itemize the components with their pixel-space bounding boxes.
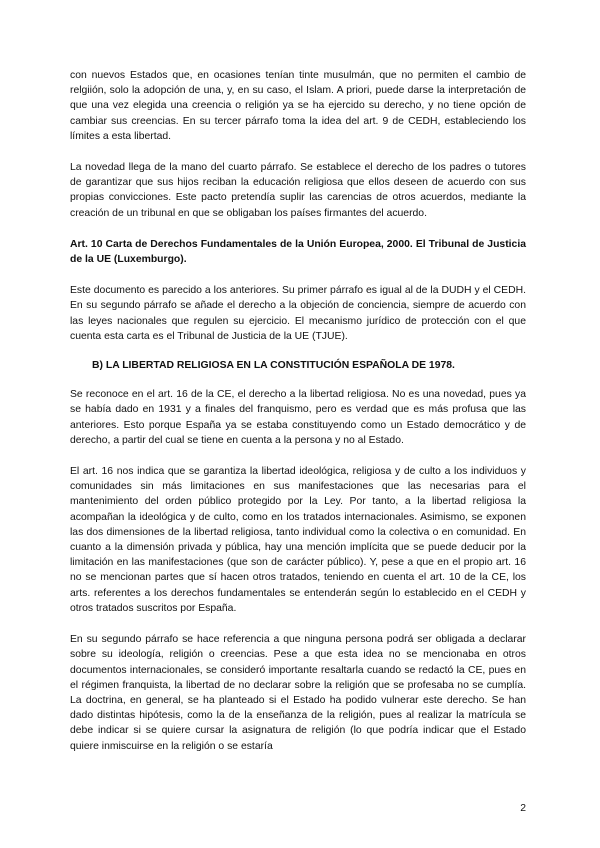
- page-number: 2: [520, 803, 526, 814]
- page-body: [70, 68, 526, 754]
- paragraph-segundo-parrafo: En su segundo párrafo se hace referencia a que ninguna persona podrá ser obligada a declarar sobre su ideología, religión o creencias. Pese a que esta idea no se mencionaba en otros documentos internacionales, se consideró importante resaltarla cuando se redactó la CE, pues en el régimen franquista, la libertad de no declarar sobre la religión que se profesaba no se cumplía. La doctrina, en general, se ha planteado si el Estado ha podido vulnerar este derecho. Se han dado distintas hipótesis, como la de la enseñanza de la religión, pues al realizar la matrícula se debe indicar si se quiere cursar la asignatura de religión (lo que podría indicar que el Estado quiere inmiscuirse en la religión o se estaría: [70, 634, 526, 752]
- paragraph-continuation: con nuevos Estados que, en ocasiones tenían tinte musulmán, que no permiten el cambio de relgiión, solo la adopción de una, y, en su caso, el Islam. A priori, puede darse la interpretación de que una vez elegida una creencia o religión ya se ha ejercido su derecho, y no tiene opción de cambiar sus creencias. En su tercer párrafo toma la idea del art. 9 de CEDH, estableciendo los límites a esta libertad.: [70, 70, 526, 142]
- paragraph-art-16-garantiza: El art. 16 nos indica que se garantiza la libertad ideológica, religiosa y de culto a los individuos y comunidades sin más limitaciones en sus manifestaciones que las necesarias para el mantenimiento del orden público protegido por la Ley. Por tanto, a la libertad religiosa la acompañan la ideológica y de culto, como en los tratados internacionales. Asimismo, se exponen las dos dimensiones de la libertad religiosa, tanto individual como la colectiva o en comunidad. En cuanto a la dimensión privada y pública, hay una mención implícita que se puede deducir por la limitación en las manifestaciones (que son de carácter público). Y, pese a que en el propio art. 16 no se mencionan partes que sí hacen otros tratados, teniendo en cuenta el art. 10 de la CE, los arts. referentes a los derechos fundamentales se entenderán según lo establecido en el CEDH y otros tratados suscritos por España.: [70, 466, 526, 614]
- paragraph-cuarto-parrafo: La novedad llega de la mano del cuarto párrafo. Se establece el derecho de los padres o tutores de garantizar que sus hijos reciban la educación religiosa que ellos deseen de acuerdo con sus propias convicciones. Este pacto pretendía suplir las carencias de otros acuerdos, mediante la creación de un tribunal en que se obligaban los países firmantes del acuerdo.: [70, 162, 526, 219]
- paragraph-carta-derechos: Este documento es parecido a los anteriores. Su primer párrafo es igual al de la DUDH y el CEDH. En su segundo párrafo se añade el derecho a la objeción de conciencia, siempre de acuerdo con las leyes nacionales que regulen su ejercicio. El mecanismo jurídico de protección con el que cuenta esta carta es el Tribunal de Justicia de la UE (TJUE).: [70, 285, 526, 342]
- heading-art-10-carta: Art. 10 Carta de Derechos Fundamentales de la Unión Europea, 2000. El Tribunal de Justicia de la UE (Luxemburgo).: [70, 238, 526, 266]
- paragraph-art-16-ce: Se reconoce en el art. 16 de la CE, el derecho a la libertad religiosa. No es una novedad, pues ya se había dado en 1931 y a finales del franquismo, pero es verdad que es más profusa que las anteriores. Esto porque España ya se estaba constituyendo como un Estado democrático y de derecho, a partir del cual se tiene en cuenta a la persona y no al Estado.: [70, 389, 526, 446]
- section-heading-b: B) LA LIBERTAD RELIGIOSA EN LA CONSTITUCIÓN ESPAÑOLA DE 1978.: [92, 360, 455, 372]
